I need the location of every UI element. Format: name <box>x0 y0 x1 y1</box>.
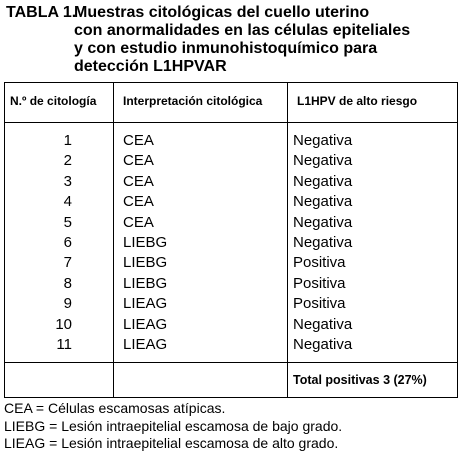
table-row <box>5 335 457 355</box>
cell-number: 2 <box>63 152 72 170</box>
header-l1hpv: L1HPV de alto riesgo <box>297 94 418 108</box>
table-row <box>5 151 457 171</box>
cell-number: 11 <box>56 335 72 353</box>
cell-interpretation: CEA <box>123 213 154 231</box>
table-row <box>5 294 457 314</box>
cell-result: Negativa <box>293 152 353 170</box>
caption-title-line: detección L1HPVAR <box>74 58 227 75</box>
cell-result: Negativa <box>293 193 353 211</box>
header-citologia-number: N.º de citología <box>10 94 97 108</box>
cell-number: 8 <box>63 274 72 292</box>
cell-result: Negativa <box>293 335 353 353</box>
footnote: CEA = Células escamosas atípicas. <box>4 400 226 416</box>
table-row <box>5 315 457 335</box>
cell-result: Positiva <box>293 274 346 292</box>
table-row <box>5 172 457 192</box>
cell-number: 6 <box>63 233 72 251</box>
total-positive: Total positivas 3 (27%) <box>293 373 427 387</box>
header-divider <box>5 122 457 123</box>
cell-interpretation: CEA <box>123 152 154 170</box>
cell-interpretation: CEA <box>123 193 154 211</box>
cell-result: Negativa <box>293 315 353 333</box>
cell-result: Negativa <box>293 233 353 251</box>
footnotes <box>4 400 342 453</box>
total-divider <box>5 362 457 363</box>
footnote: LIEAG = Lesión intraepitelial escamosa de alto grado. <box>4 435 339 451</box>
header-interpretation: Interpretación citológica <box>123 94 263 108</box>
cell-number: 7 <box>63 254 72 272</box>
cell-interpretation: CEA <box>123 132 154 149</box>
table-row <box>5 274 457 294</box>
table-row <box>5 233 457 253</box>
table-row <box>5 192 457 212</box>
cell-number: 10 <box>55 315 72 333</box>
cell-interpretation: LIEBG <box>123 233 168 251</box>
caption-label: TABLA 1. <box>6 4 77 21</box>
cell-number: 9 <box>63 295 72 313</box>
cell-interpretation: LIEBG <box>123 274 168 292</box>
cell-result: Negativa <box>293 132 353 149</box>
cell-interpretation: LIEAG <box>123 295 168 313</box>
table-row <box>5 131 457 151</box>
table-row <box>5 213 457 233</box>
data-table <box>4 82 458 398</box>
cell-number: 3 <box>63 172 72 190</box>
cell-interpretation: LIEAG <box>123 315 168 333</box>
cell-result: Negativa <box>293 213 353 231</box>
caption-title <box>74 4 458 76</box>
cell-number: 5 <box>63 213 72 231</box>
cell-interpretation: LIEBG <box>123 254 168 272</box>
table-row <box>5 253 457 273</box>
cell-result: Negativa <box>293 172 353 190</box>
footnote: LIEBG = Lesión intraepitelial escamosa de bajo grado. <box>4 417 343 434</box>
cell-number: 4 <box>63 193 72 211</box>
caption-title-line: con anormalidades en las células epiteliales <box>74 22 411 39</box>
cell-result: Positiva <box>293 254 346 272</box>
table-body <box>5 131 457 355</box>
cell-result: Positiva <box>293 295 346 313</box>
cell-interpretation: CEA <box>123 172 154 190</box>
cell-number: 1 <box>63 132 72 149</box>
cell-interpretation: LIEAG <box>123 335 168 353</box>
caption-title-line: y con estudio inmunohistoquímico para <box>74 40 378 57</box>
caption-title-line: Muestras citológicas del cuello uterino <box>74 4 370 21</box>
